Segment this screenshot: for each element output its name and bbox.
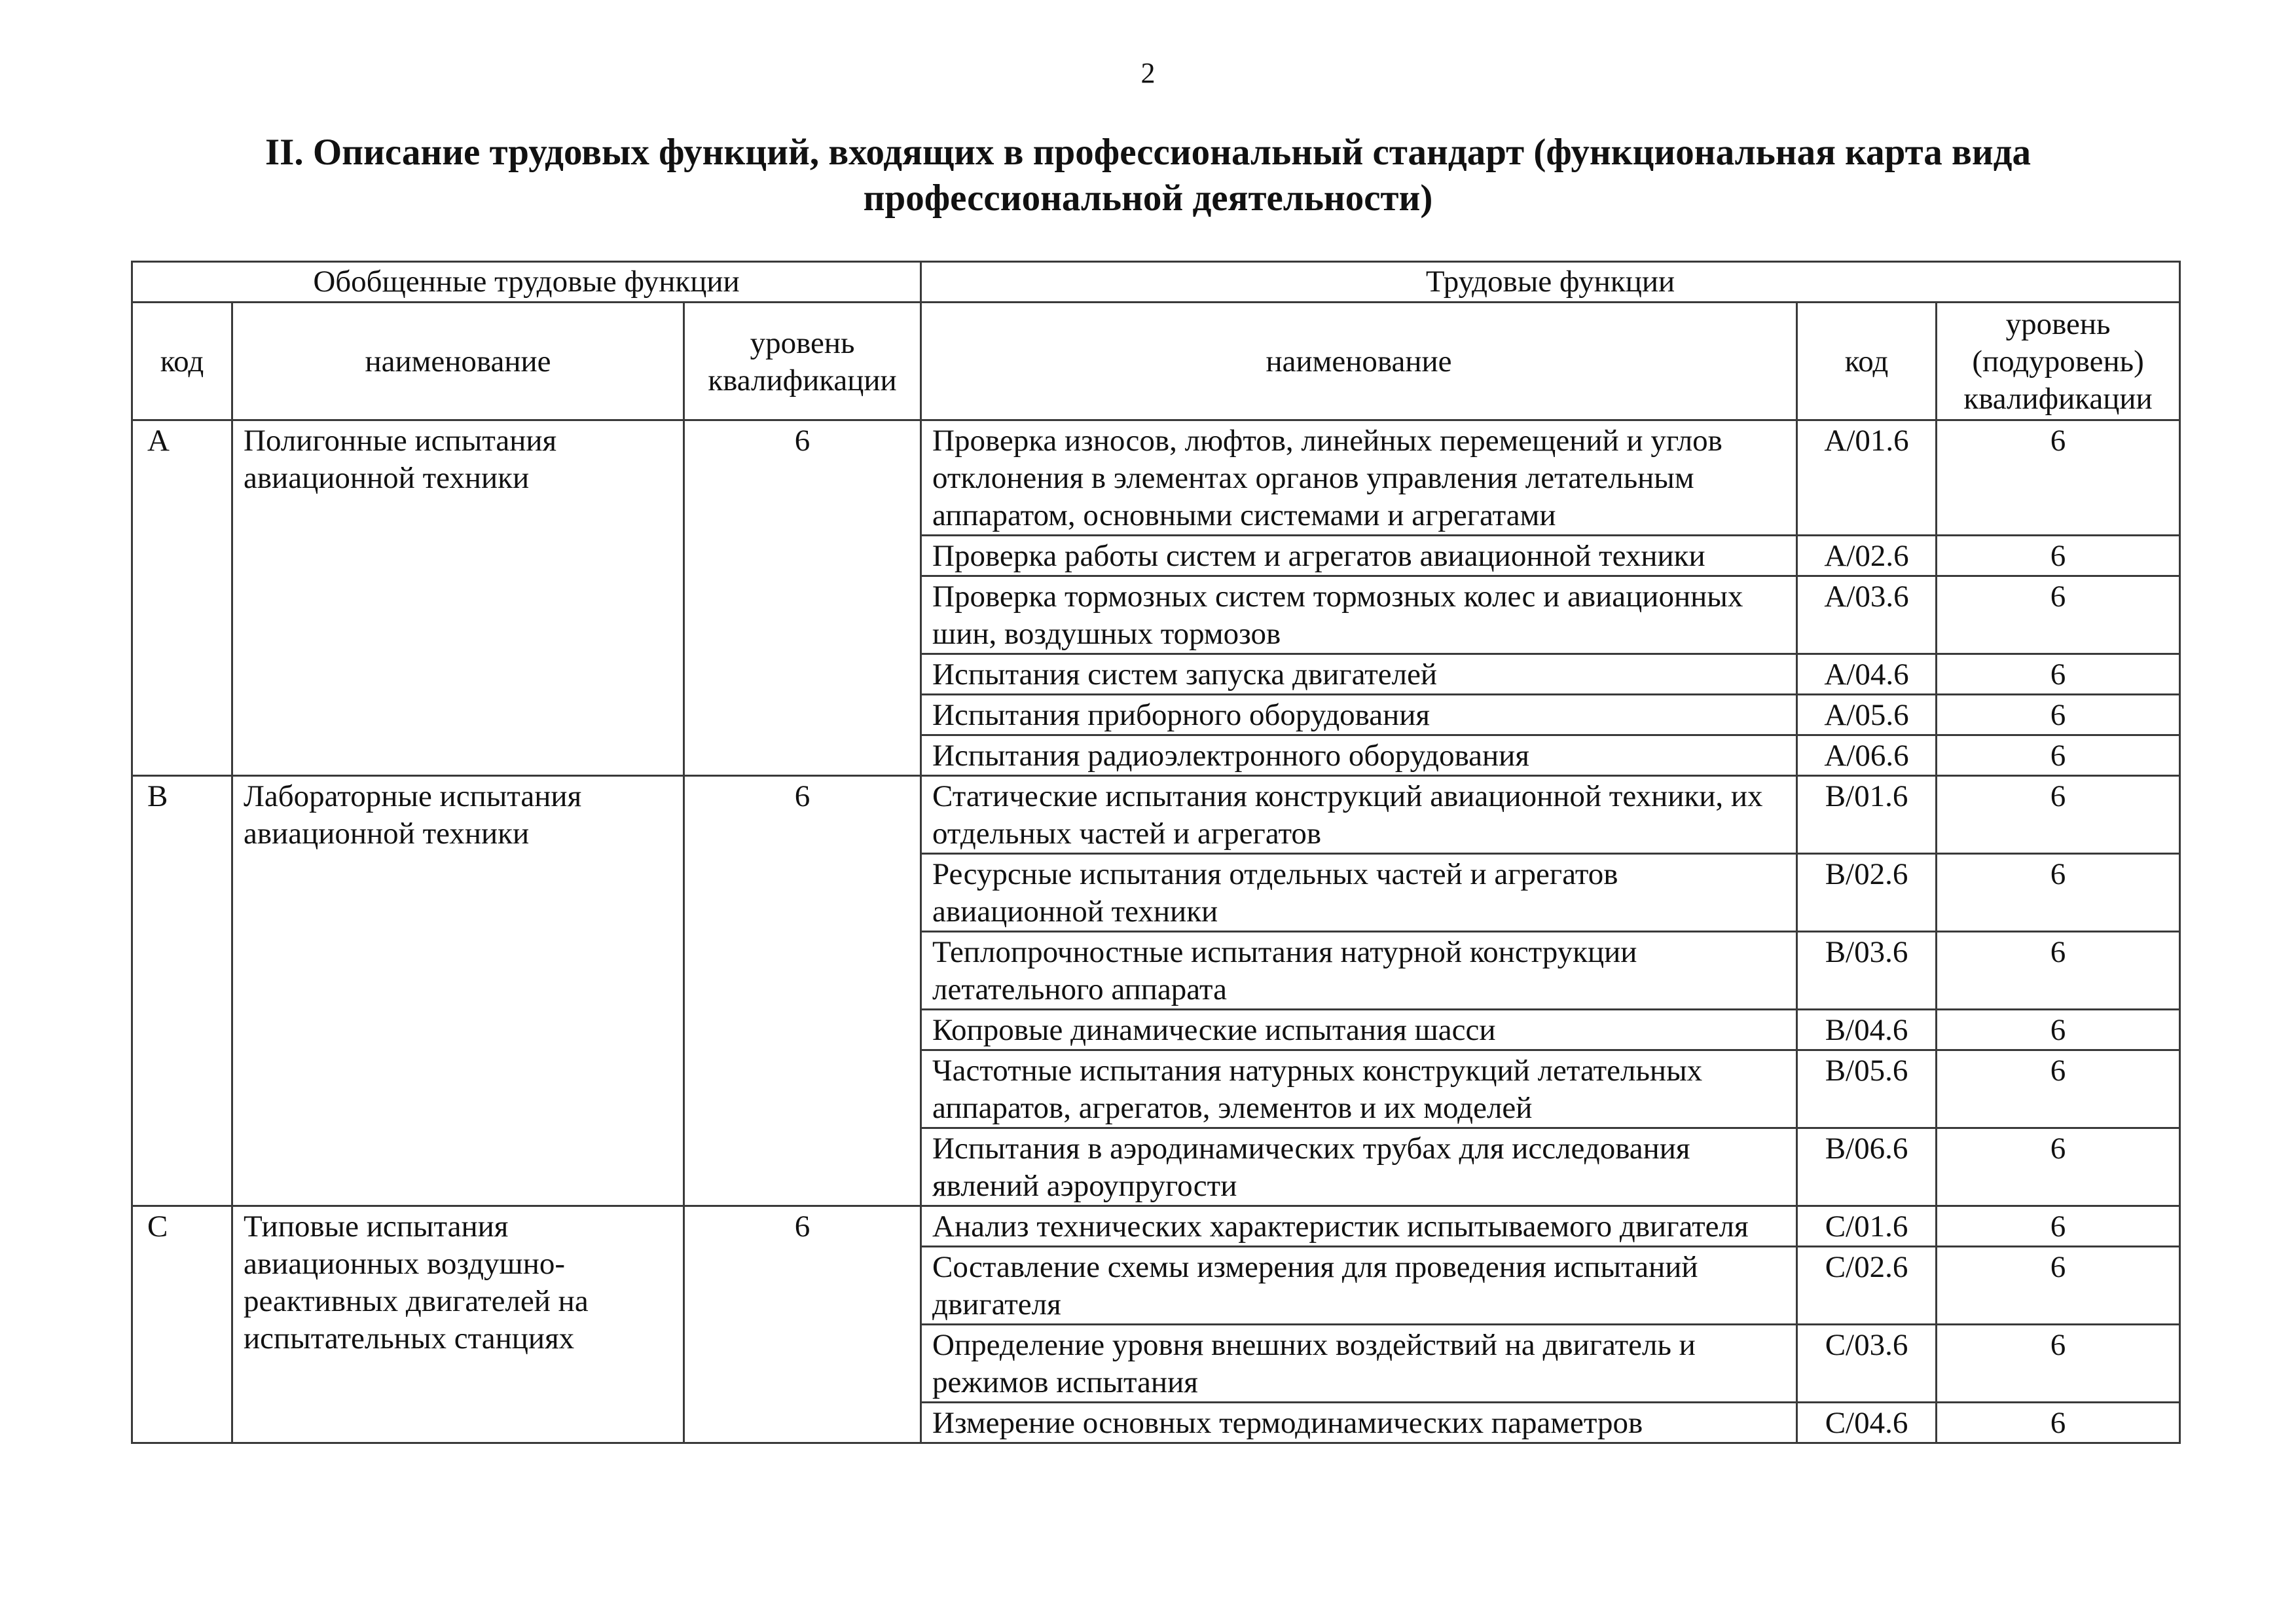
labor-function-name: Копровые динамические испытания шасси xyxy=(921,1010,1797,1050)
labor-function-level: 6 xyxy=(1937,695,2180,735)
labor-function-level: 6 xyxy=(1937,420,2180,536)
labor-function-name: Проверка работы систем и агрегатов авиационной техники xyxy=(921,536,1797,576)
labor-function-name: Частотные испытания натурных конструкций летательных аппаратов, агрегатов, элементов и их моделей xyxy=(921,1050,1797,1128)
labor-function-code: B/01.6 xyxy=(1797,776,1937,854)
table-body xyxy=(132,420,2180,1443)
labor-function-level: 6 xyxy=(1937,1010,2180,1050)
table-row xyxy=(132,420,2180,536)
labor-function-name: Ресурсные испытания отдельных частей и агрегатов авиационной техники xyxy=(921,854,1797,932)
labor-function-level: 6 xyxy=(1937,735,2180,776)
generalized-function-code: B xyxy=(132,776,232,1206)
functional-map-table xyxy=(131,261,2181,1444)
labor-function-name: Составление схемы измерения для проведения испытаний двигателя xyxy=(921,1247,1797,1325)
table-row xyxy=(132,1206,2180,1247)
labor-function-level: 6 xyxy=(1937,576,2180,654)
labor-function-name: Статические испытания конструкций авиационной техники, их отдельных частей и агрегатов xyxy=(921,776,1797,854)
generalized-function-level: 6 xyxy=(684,776,921,1206)
labor-function-level: 6 xyxy=(1937,1206,2180,1247)
labor-function-level: 6 xyxy=(1937,536,2180,576)
col-header-gen-code: код xyxy=(132,303,232,420)
labor-function-code: A/06.6 xyxy=(1797,735,1937,776)
labor-function-level: 6 xyxy=(1937,776,2180,854)
labor-function-code: A/01.6 xyxy=(1797,420,1937,536)
labor-function-code: B/02.6 xyxy=(1797,854,1937,932)
page-number: 2 xyxy=(1140,57,1156,89)
labor-function-code: B/06.6 xyxy=(1797,1128,1937,1206)
labor-functions-header: Трудовые функции xyxy=(921,262,2180,303)
labor-function-name: Проверка износов, люфтов, линейных перемещений и углов отклонения в элементах органов управления летательным аппаратом, основными системами и агрегатами xyxy=(921,420,1797,536)
generalized-functions-header: Обобщенные трудовые функции xyxy=(132,262,921,303)
generalized-function-level: 6 xyxy=(684,420,921,776)
col-header-gen-name: наименование xyxy=(232,303,684,420)
labor-function-level: 6 xyxy=(1937,1050,2180,1128)
labor-function-name: Проверка тормозных систем тормозных колес и авиационных шин, воздушных тормозов xyxy=(921,576,1797,654)
table-row xyxy=(132,776,2180,854)
labor-function-level: 6 xyxy=(1937,1325,2180,1403)
labor-function-code: B/03.6 xyxy=(1797,932,1937,1010)
section-title: II. Описание трудовых функций, входящих в профессиональный стандарт (функциональная карта вида профессиональной деятельности) xyxy=(264,132,2031,219)
labor-function-name: Измерение основных термодинамических параметров xyxy=(921,1403,1797,1443)
col-header-func-level: уровень (подуровень) квалификации xyxy=(1937,303,2180,420)
labor-function-name: Определение уровня внешних воздействий на двигатель и режимов испытания xyxy=(921,1325,1797,1403)
labor-function-level: 6 xyxy=(1937,854,2180,932)
group-header-row xyxy=(132,262,2180,303)
generalized-function-name: Лабораторные испытания авиационной техники xyxy=(232,776,684,1206)
labor-function-level: 6 xyxy=(1937,654,2180,695)
labor-function-code: B/04.6 xyxy=(1797,1010,1937,1050)
labor-function-code: A/02.6 xyxy=(1797,536,1937,576)
labor-function-level: 6 xyxy=(1937,932,2180,1010)
labor-function-level: 6 xyxy=(1937,1403,2180,1443)
labor-function-code: C/02.6 xyxy=(1797,1247,1937,1325)
generalized-function-name: Типовые испытания авиационных воздушно-реактивных двигателей на испытательных станциях xyxy=(232,1206,684,1443)
labor-function-name: Испытания радиоэлектронного оборудования xyxy=(921,735,1797,776)
labor-function-name: Теплопрочностные испытания натурной конструкции летательного аппарата xyxy=(921,932,1797,1010)
col-header-func-name: наименование xyxy=(921,303,1797,420)
labor-function-code: C/04.6 xyxy=(1797,1403,1937,1443)
generalized-function-code: A xyxy=(132,420,232,776)
labor-function-code: A/05.6 xyxy=(1797,695,1937,735)
labor-function-level: 6 xyxy=(1937,1128,2180,1206)
labor-function-name: Анализ технических характеристик испытываемого двигателя xyxy=(921,1206,1797,1247)
labor-function-code: A/03.6 xyxy=(1797,576,1937,654)
generalized-function-level: 6 xyxy=(684,1206,921,1443)
labor-function-level: 6 xyxy=(1937,1247,2180,1325)
labor-function-code: C/03.6 xyxy=(1797,1325,1937,1403)
labor-function-name: Испытания систем запуска двигателей xyxy=(921,654,1797,695)
labor-function-code: A/04.6 xyxy=(1797,654,1937,695)
col-header-gen-level: уровень квалификации xyxy=(684,303,921,420)
labor-function-code: B/05.6 xyxy=(1797,1050,1937,1128)
labor-function-name: Испытания в аэродинамических трубах для исследования явлений аэроупругости xyxy=(921,1128,1797,1206)
generalized-function-code: C xyxy=(132,1206,232,1443)
labor-function-name: Испытания приборного оборудования xyxy=(921,695,1797,735)
column-header-row xyxy=(132,303,2180,420)
col-header-func-code: код xyxy=(1797,303,1937,420)
labor-function-code: C/01.6 xyxy=(1797,1206,1937,1247)
generalized-function-name: Полигонные испытания авиационной техники xyxy=(232,420,684,776)
